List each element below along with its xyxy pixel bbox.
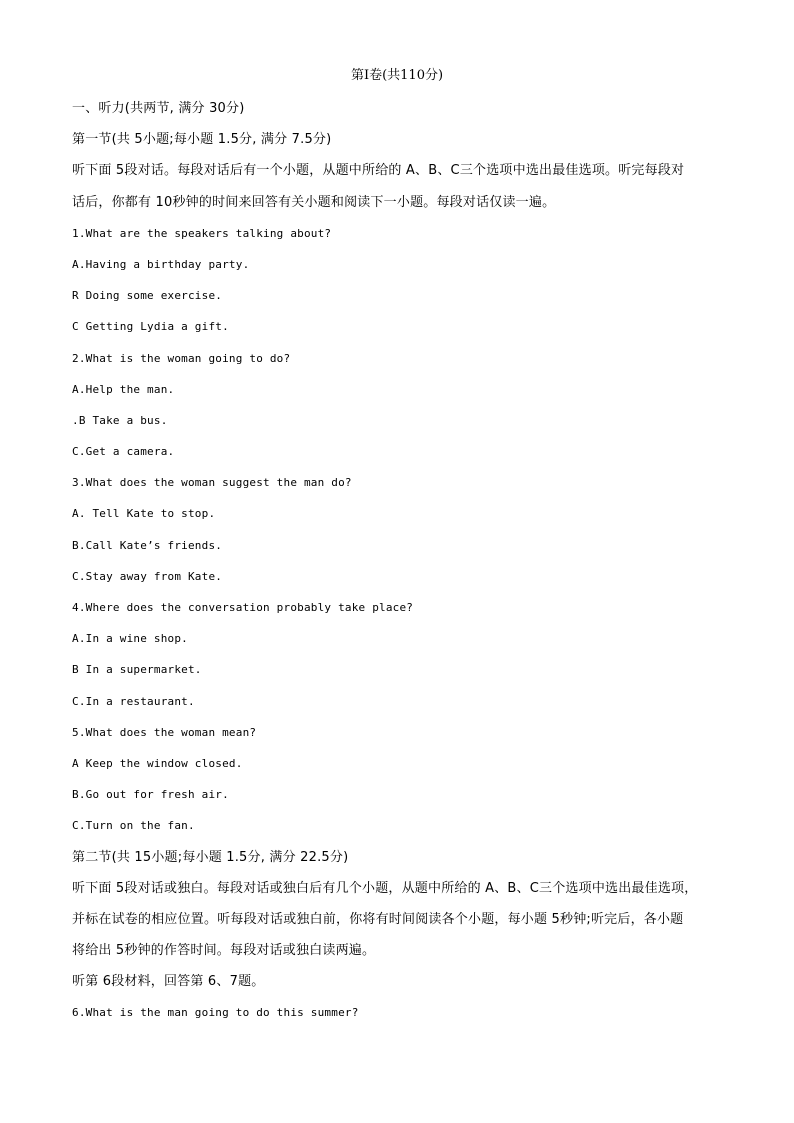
instruction-line: 听下面 5段对话或独白。每段对话或独白后有几个小题，从题中所给的 A、B、C三个选项中选出最佳选项， — [72, 880, 698, 896]
option: A Keep the window closed. — [72, 756, 243, 770]
option: A. Tell Kate to stop. — [72, 507, 216, 521]
option: C.Stay away from Kate. — [72, 569, 223, 583]
question: 2.What is the woman going to do? — [72, 351, 291, 365]
option: C.Turn on the fan. — [72, 819, 195, 833]
option: B.Call Kate’s friends. — [72, 538, 223, 552]
question: 3.What does the woman suggest the man do? — [72, 476, 352, 490]
option: .B Take a bus. — [72, 413, 168, 427]
option: A.Help the man. — [72, 382, 175, 396]
option: C.Get a camera. — [72, 445, 175, 459]
question: 1.What are the speakers talking about? — [72, 226, 332, 240]
option: C.In a restaurant. — [72, 694, 195, 708]
section-title: 第Ⅰ卷(共110分) — [350, 68, 444, 83]
option: C Getting Lydia a gift. — [72, 320, 229, 334]
part-heading: 一、听力(共两节, 满分 30分) — [72, 101, 245, 116]
instruction-line: 听下面 5段对话。每段对话后有一个小题，从题中所给的 A、B、C三个选项中选出最佳选项。听完每段对 — [72, 163, 685, 179]
option: B.Go out for fresh air. — [72, 788, 229, 802]
question: 4.Where does the conversation probably take place? — [72, 601, 414, 614]
option: B In a supermarket. — [72, 663, 202, 677]
section-heading: 第二节(共 15小题;每小题 1.5分, 满分 22.5分) — [72, 849, 349, 865]
question: 6.What is the man going to do this summer? — [72, 1006, 359, 1020]
instruction-line: 并标在试卷的相应位置。听每段对话或独白前，你将有时间阅读各个小题，每小题 5秒钟;听完后，各小题 — [72, 911, 684, 927]
question: 5.What does the woman mean? — [72, 725, 257, 739]
material-instruction: 听第 6段材料，回答第 6、7题。 — [72, 974, 265, 990]
option: R Doing some exercise. — [72, 289, 223, 303]
instruction-line: 话后，你都有 10秒钟的时间来回答有关小题和阅读下一小题。每段对话仅读一遍。 — [72, 194, 556, 210]
exam-content — [72, 99, 722, 1035]
option: A.Having a birthday party. — [72, 257, 250, 271]
section-heading: 第一节(共 5小题;每小题 1.5分, 满分 7.5分) — [72, 132, 332, 148]
option: A.In a wine shop. — [72, 632, 188, 646]
instruction-line: 将给出 5秒钟的作答时间。每段对话或独白读两遍。 — [72, 943, 376, 959]
